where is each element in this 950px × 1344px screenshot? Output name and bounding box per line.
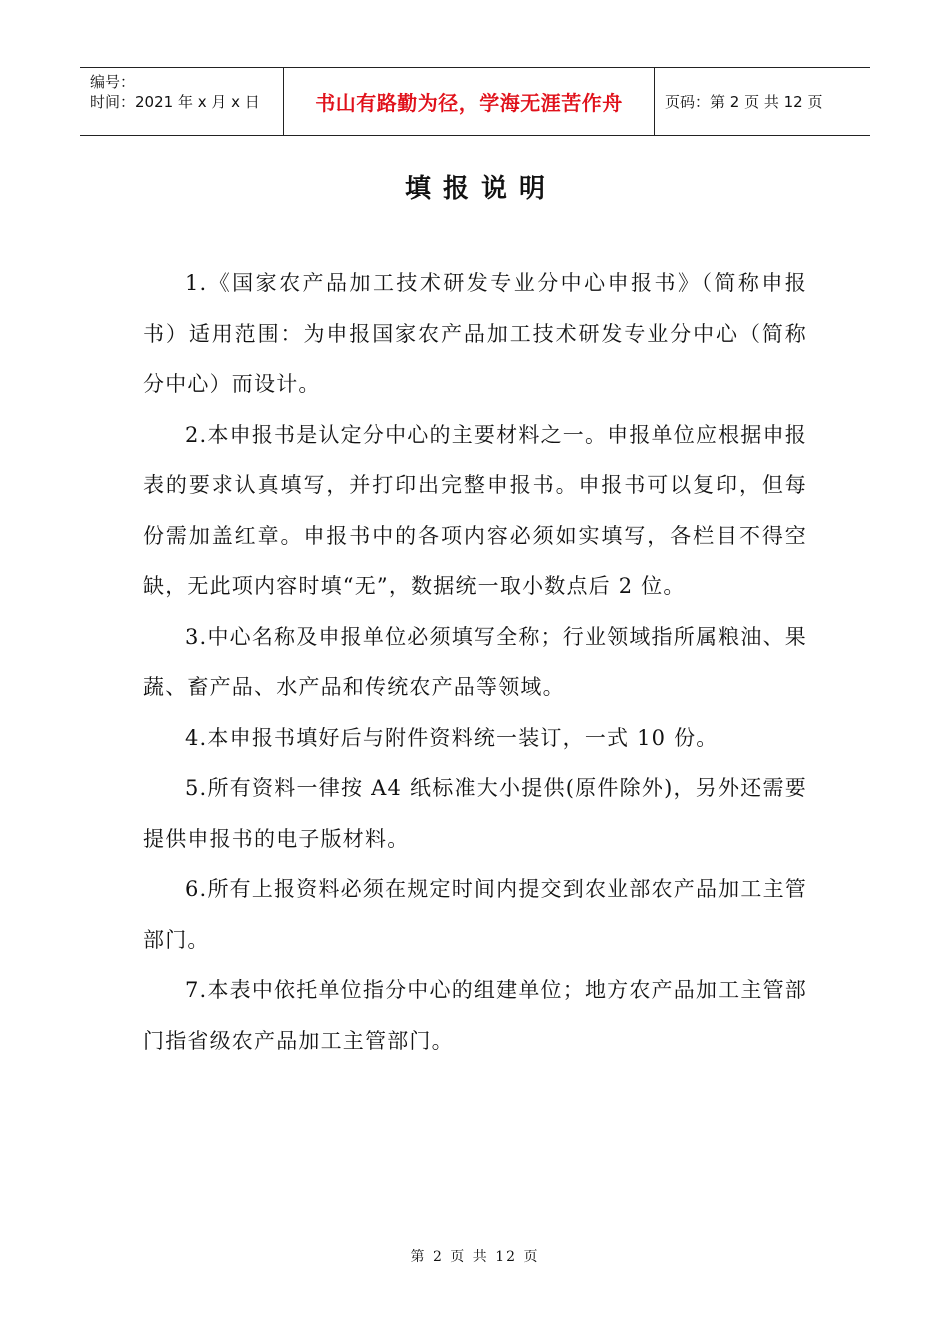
- page-title: 填报说明: [404, 174, 557, 204]
- instruction-paragraph: 2.本申报书是认定分中心的主要材料之一。申报单位应根据申报表的要求认真填写，并打印出完整申报书。申报书可以复印，但每份需加盖红章。申报书中的各项内容必须如实填写，各栏目不得空缺，无此项内容时填“无”，数据统一取小数点后 2 位。: [143, 422, 807, 598]
- page-header: [80, 67, 870, 136]
- header-motto: 书山有路勤为径，学海无涯苦作舟: [283, 68, 655, 135]
- instruction-paragraph: 5.所有资料一律按 A4 纸标准大小提供(原件除外)，另外还需要提供申报书的电子版材料。: [143, 776, 807, 851]
- instruction-paragraph: 4.本申报书填好后与附件资料统一装订，一式 10 份。: [185, 725, 719, 750]
- header-page-info: 页码：第 2 页 共 12 页: [665, 93, 823, 111]
- instructions-body: [143, 258, 807, 1066]
- page-footer: 第 2 页 共 12 页: [410, 1249, 540, 1265]
- instruction-paragraph: 6.所有上报资料必须在规定时间内提交到农业部农产品加工主管部门。: [143, 877, 807, 952]
- instruction-paragraph: 1.《国家农产品加工技术研发专业分中心申报书》（简称申报书）适用范围：为申报国家农产品加工技术研发专业分中心（简称分中心）而设计。: [143, 271, 807, 396]
- instruction-paragraph: 7.本表中依托单位指分中心的组建单位；地方农产品加工主管部门指省级农产品加工主管部门。: [143, 978, 807, 1053]
- time-label: 时间：2021 年 x 月 x 日: [90, 93, 260, 111]
- instruction-paragraph: 3.中心名称及申报单位必须填写全称；行业领域指所属粮油、果蔬、畜产品、水产品和传统农产品等领域。: [143, 624, 807, 699]
- header-meta: [80, 68, 283, 135]
- number-label: 编号：: [90, 73, 136, 91]
